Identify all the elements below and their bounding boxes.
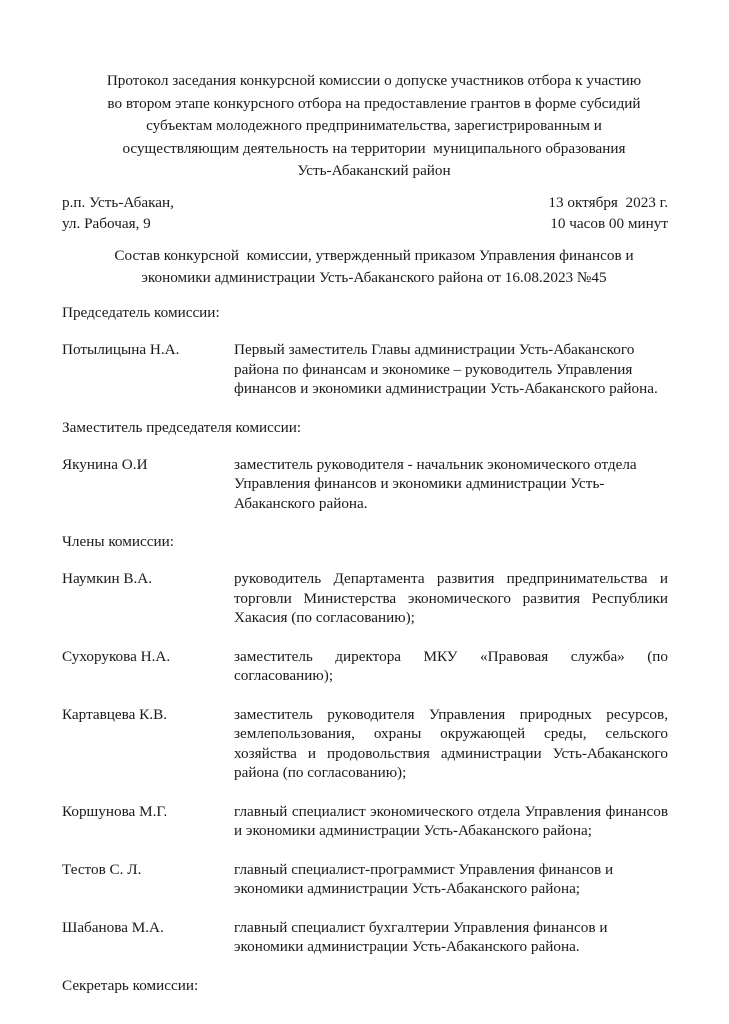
section-heading-chairman: Председатель комиссии: <box>62 304 220 321</box>
title-line-5: Усть-Абаканский район <box>297 162 451 179</box>
meta-row-first <box>62 192 668 213</box>
person-name: Картавцева К.В. <box>62 705 168 723</box>
person-description: главный специалист-программист Управления финансов и экономики администрации Усть-Абаканского района; <box>234 860 614 897</box>
person-name: Шабанова М.А. <box>62 918 164 936</box>
title-line-3: субъектам молодежного предпринимательства, зарегистрированным и <box>146 117 602 134</box>
person-name: Потылицына Н.А. <box>62 341 180 358</box>
person-row-chairman <box>62 340 668 399</box>
person-row-member <box>62 647 668 686</box>
document-meta <box>62 192 668 234</box>
person-description: руководитель Департамента развития предпринимательства и торговли Министерства экономического развития Республики Хакасия (по согласованию); <box>234 570 668 626</box>
person-description: заместитель директора МКУ «Правовая служба» (по согласованию); <box>234 647 668 684</box>
place-line-2: ул. Рабочая, 9 <box>62 215 151 232</box>
meta-row-second <box>62 213 668 234</box>
title-line-2: во втором этапе конкурсного отбора на предоставление грантов в форме субсидий <box>107 94 641 112</box>
document-time: 10 часов 00 минут <box>550 215 668 232</box>
person-description: заместитель руководителя - начальник экономического отдела Управления финансов и экономики администрации Усть-Абаканского района. <box>234 455 637 512</box>
document-title <box>75 70 673 183</box>
person-name: Наумкин В.А. <box>62 570 153 587</box>
place-line-1: р.п. Усть-Абакан, <box>62 194 174 211</box>
person-description: Первый заместитель Главы администрации Усть-Абаканского района по финансам и экономике – руководитель Управления финансов и экономики администрации Усть-Абаканского района. <box>234 341 658 397</box>
section-heading-deputy: Заместитель председателя комиссии: <box>62 418 302 436</box>
person-name: Коршунова М.Г. <box>62 802 168 820</box>
commission-approval-note <box>75 245 673 288</box>
person-name: Якунина О.И <box>62 455 148 473</box>
title-line-1: Протокол заседания конкурсной комиссии о допуске участников отбора к участию <box>106 72 642 89</box>
person-name: Сухорукова Н.А. <box>62 647 171 665</box>
document-date: 13 октября 2023 г. <box>548 194 668 211</box>
person-row-member <box>62 802 668 841</box>
commission-composition <box>62 303 668 1011</box>
person-description: главный специалист бухгалтерии Управления финансов и экономики администрации Усть-Абаканского района. <box>234 918 608 955</box>
person-row-member <box>62 705 668 783</box>
person-description: главный специалист экономического отдела Управления финансов и экономики администрации Усть-Абаканского района; <box>234 802 668 839</box>
section-heading-members: Члены комиссии: <box>62 533 174 550</box>
section-heading-secretary: Секретарь комиссии: <box>62 976 199 994</box>
title-line-4: осуществляющим деятельность на территории муниципального образования <box>122 139 626 157</box>
approval-line-2: экономики администрации Усть-Абаканского района от 16.08.2023 №45 <box>141 268 607 286</box>
person-row-member <box>62 860 668 899</box>
approval-line-1: Состав конкурсной комиссии, утвержденный приказом Управления финансов и <box>114 247 634 264</box>
person-name: Тестов С. Л. <box>62 860 142 878</box>
person-row-member <box>62 569 668 628</box>
person-description: заместитель руководителя Управления природных ресурсов, землепользования, охраны окружающей среды, сельского хозяйства и продовольствия администрации Усть-Абаканского района (по согласованию); <box>234 705 668 781</box>
person-row-deputy <box>62 455 668 514</box>
person-row-member <box>62 918 668 957</box>
